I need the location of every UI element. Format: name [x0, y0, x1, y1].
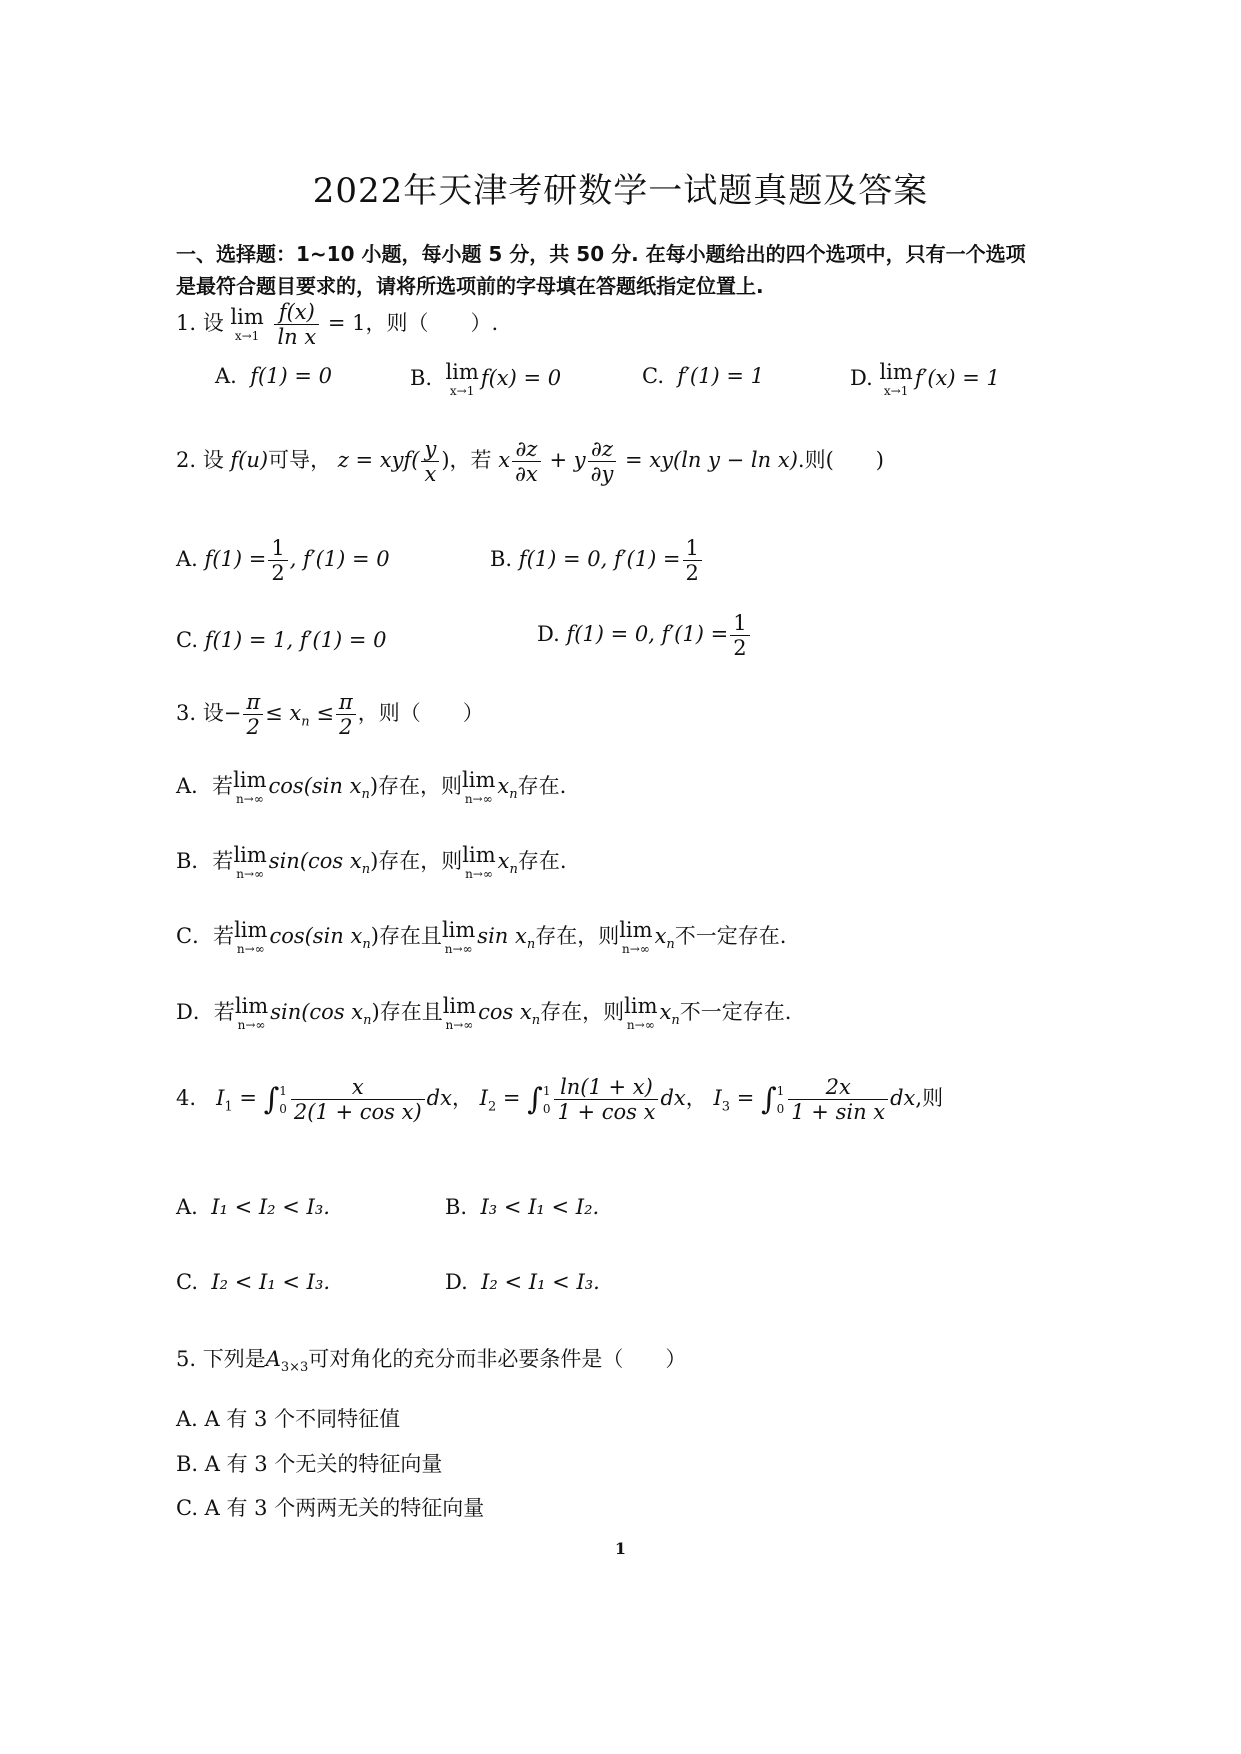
question-3-stem: 3. 设− $\frac{\pi}{2}$ ≤ $x_n$ ≤ $\frac{\pi}{2}$ ，则（ ）	[176, 690, 484, 740]
question-3-option-a: A．若lim n→∞ cos(sin $x_n$)存在，则lim n→∞ $x_n$存在.	[176, 768, 567, 806]
limit-operator: lim x→1	[230, 305, 264, 344]
question-2-option-c: C. f(1) = 1, f′(1) = 0	[176, 628, 387, 652]
question-2-option-d: D. f(1) = 0, f′(1) = $\frac{1}{2}$	[537, 611, 752, 660]
question-1-option-d: D. lim x→1 f′(x) = 1	[850, 360, 1000, 398]
question-4-option-d: D. I₂ < I₁ < I₃.	[445, 1270, 600, 1294]
question-2-option-b: B. f(1) = 0, f′(1) = $\frac{1}{2}$	[490, 536, 704, 585]
question-3-option-d: D．若lim n→∞ sin(cos $x_n$)存在且lim n→∞ $\cos x_n$存在，则lim n→∞ $x_n$不一定存在.	[176, 994, 792, 1032]
question-1-option-c: C. f′(1) = 1	[642, 364, 764, 388]
section-heading-line2: 是最符合题目要求的，请将所选项前的字母填在答题纸指定位置上.	[176, 274, 764, 298]
question-4-stem: 4. $I_1$ = ∫ 1 0 $\frac{x}{\text{2(1 + cos x)}}$ dx， $I_2$ = ∫ 1 0 $\frac{\ln(1 + x)}{\text{1 + cos x}}$ dx， $I_3$ = ∫ 1 0 $\frac{2x}{\text{1 + sin x}}$ dx,则	[176, 1075, 944, 1125]
question-4-option-a: A. I₁ < I₂ < I₃.	[176, 1195, 330, 1219]
section-heading-line1: 一、选择题：1~10 小题，每小题 5 分，共 50 分. 在每小题给出的四个选项中，只有一个选项	[176, 242, 1026, 266]
question-1-option-a: A. f(1) = 0	[215, 364, 333, 388]
question-2-option-a: A. f(1) = $\frac{1}{2}$ , f′(1) = 0	[176, 536, 390, 586]
question-5-stem: 5. 下列是$A_{3\times 3}$可对角化的充分而非必要条件是（ ）	[176, 1347, 687, 1376]
question-5-option-b: B. A 有 3 个无关的特征向量	[176, 1452, 443, 1476]
question-1-stem: 1. 设 lim x→1 $\frac{f(x)}{\text{ln x}}$ = 1，则（ ）.	[176, 300, 499, 350]
page-title: 2022年天津考研数学一试题真题及答案	[312, 171, 929, 211]
question-4-option-c: C. I₂ < I₁ < I₃.	[176, 1270, 331, 1294]
question-2-stem: 2. 设 f(u)可导， z = xyf( $\frac{y}{x}$ )，若 x $\frac{\partial z}{\partial x}$ + y $\frac{\partial z}{\partial y}$ = xy(ln y − ln x).则( )	[176, 437, 884, 487]
question-5-option-a: A. A 有 3 个不同特征值	[176, 1407, 401, 1431]
question-3-option-b: B．若lim n→∞ sin(cos $x_n$)存在，则lim n→∞ $x_n$存在.	[176, 843, 567, 881]
question-4-option-b: B. I₃ < I₁ < I₂.	[445, 1195, 600, 1219]
page-number: 1	[614, 1539, 627, 1558]
question-1-option-b: B. lim x→1 f(x) = 0	[410, 360, 562, 398]
question-5-option-c: C. A 有 3 个两两无关的特征向量	[176, 1496, 485, 1520]
question-3-option-c: C．若lim n→∞ cos(sin $x_n$)存在且lim n→∞ $\sin x_n$存在，则lim n→∞ $x_n$不一定存在.	[176, 918, 787, 956]
fraction: $\frac{f(x)}{\text{ln x}}$	[274, 300, 319, 349]
